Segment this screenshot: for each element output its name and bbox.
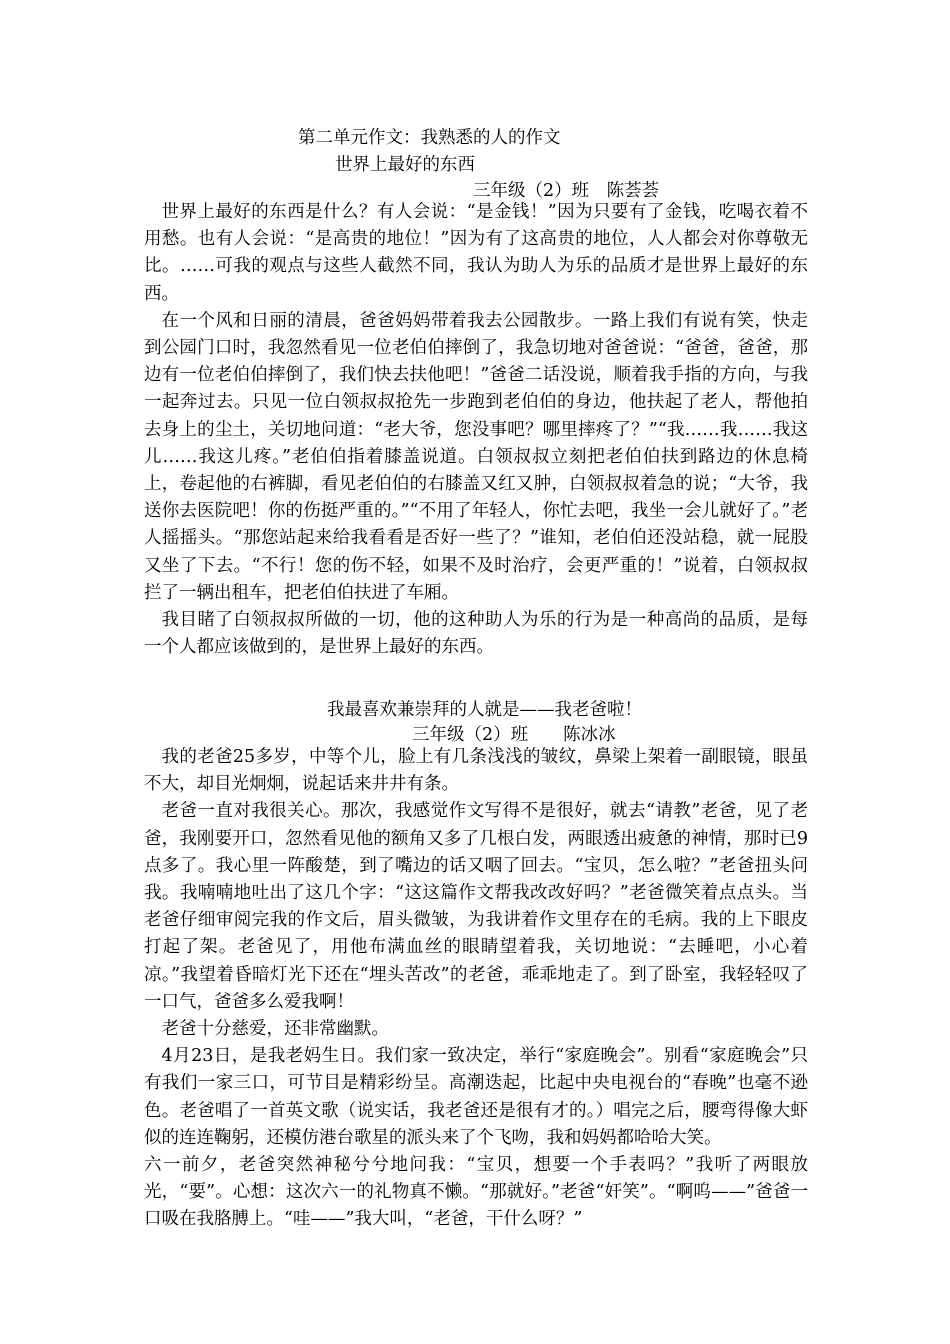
essay2-paragraph: 我的老爸25多岁，中等个儿，脸上有几条浅浅的皱纹，鼻梁上架着一副眼镜，眼虽不大，却目光炯炯，说起话来井井有条。 xyxy=(144,747,808,795)
essay1-title: 世界上最好的东西 xyxy=(335,155,475,175)
essay2-author: 三年级（2）班 陈冰冰 xyxy=(412,725,616,745)
unit-heading: 第二单元作文：我熟悉的人的作文 xyxy=(298,128,561,148)
essay2-paragraph: 老爸一直对我很关心。那次，我感觉作文写得不是很好，就去“请教”老爸，见了老爸，我刚要开口，忽然看见他的额角又多了几根白发，两眼透出疲惫的神情，那时已9点多了。我心里一阵酸楚，到了嘴边的话又咽了回去。“宝贝，怎么啦？”老爸扭头问我。我喃喃地吐出了这几个字：“这这篇作文帮我改改好吗？”老爸微笑着点点头。当老爸仔细审阅完我的作文后，眉头微皱，为我讲着作文里存在的毛病。我的上下眼皮打起了架。老爸见了，用他布满血丝的眼睛望着我，关切地说：“去睡吧，小心着凉。”我望着昏暗灯光下还在“埋头苦改”的老爸，乖乖地走了。到了卧室，我轻轻叹了一口气，爸爸多么爱我啊！ xyxy=(144,801,808,1012)
essay1-author: 三年级（2）班 陈荟荟 xyxy=(473,181,660,201)
essay1-paragraph: 我目睹了白领叔叔所做的一切，他的这种助人为乐的行为是一种高尚的品质，是每一个人都应该做到的，是世界上最好的东西。 xyxy=(144,610,808,658)
essay1-paragraph: 世界上最好的东西是什么？有人会说：“是金钱！”因为只要有了金钱，吃喝衣着不用愁。也有人会说：“是高贵的地位！”因为有了这高贵的地位，人人都会对你尊敬无比。……可我的观点与这些人截然不同，我认为助人为乐的品质才是世界上最好的东西。 xyxy=(144,202,808,304)
essay1-body xyxy=(144,199,808,661)
essay2-paragraph: 老爸十分慈爱，还非常幽默。 xyxy=(161,1019,389,1040)
essay2-paragraph: 4月23日，是我老妈生日。我们家一致决定，举行“家庭晚会”。别看“家庭晚会”只有我们一家三口，可节目是精彩纷呈。高潮迭起，比起中央电视台的“春晚”也毫不逊色。老爸唱了一首英文歌（说实话，我老爸还是很有才的。）唱完之后，腰弯得像大虾似的连连鞠躬，还模仿港台歌星的派头来了个飞吻，我和妈妈都哈哈大笑。 xyxy=(144,1046,808,1148)
essay2-body xyxy=(144,744,808,1234)
essay1-paragraph: 在一个风和日丽的清晨，爸爸妈妈带着我去公园散步。一路上我们有说有笑，快走到公园门口时，我忽然看见一位老伯伯摔倒了，我急切地对爸爸说：“爸爸，爸爸，那边有一位老伯伯摔倒了，我们快去扶他吧！”爸爸二话没说，顺着我手指的方向，与我一起奔过去。只见一位白领叔叔抢先一步跑到老伯伯的身边，他扶起了老人，帮他拍去身上的尘土，关切地问道：“老大爷，您没事吧？哪里摔疼了？”“我……我……我这儿……我这儿疼。”老伯伯指着膝盖说道。白领叔叔立刻把老伯伯扶到路边的休息椅上，卷起他的右裤脚，看见老伯伯的右膝盖又红又肿，白领叔叔着急的说；“大爷，我送你去医院吧！你的伤挺严重的。”“不用了年轻人，你忙去吧，我坐一会儿就好了。”老人摇摇头。“那您站起来给我看看是否好一些了？”谁知，老伯伯还没站稳，就一屁股又坐了下去。“不行！您的伤不轻，如果不及时治疗，会更严重的！”说着，白领叔叔拦了一辆出租车，把老伯伯扶进了车厢。 xyxy=(144,310,808,603)
essay2-title: 我最喜欢兼崇拜的人就是——我老爸啦！ xyxy=(327,700,642,720)
essay2-paragraph: 六一前夕，老爸突然神秘兮兮地问我：“宝贝，想要一个手表吗？”我听了两眼放光，“要”。心想：这次六一的礼物真不懒。“那就好。”老爸“奸笑”。“啊呜——”爸爸一口吸在我胳膊上。“哇——”我大叫，“老爸，干什么呀？” xyxy=(144,1155,808,1230)
